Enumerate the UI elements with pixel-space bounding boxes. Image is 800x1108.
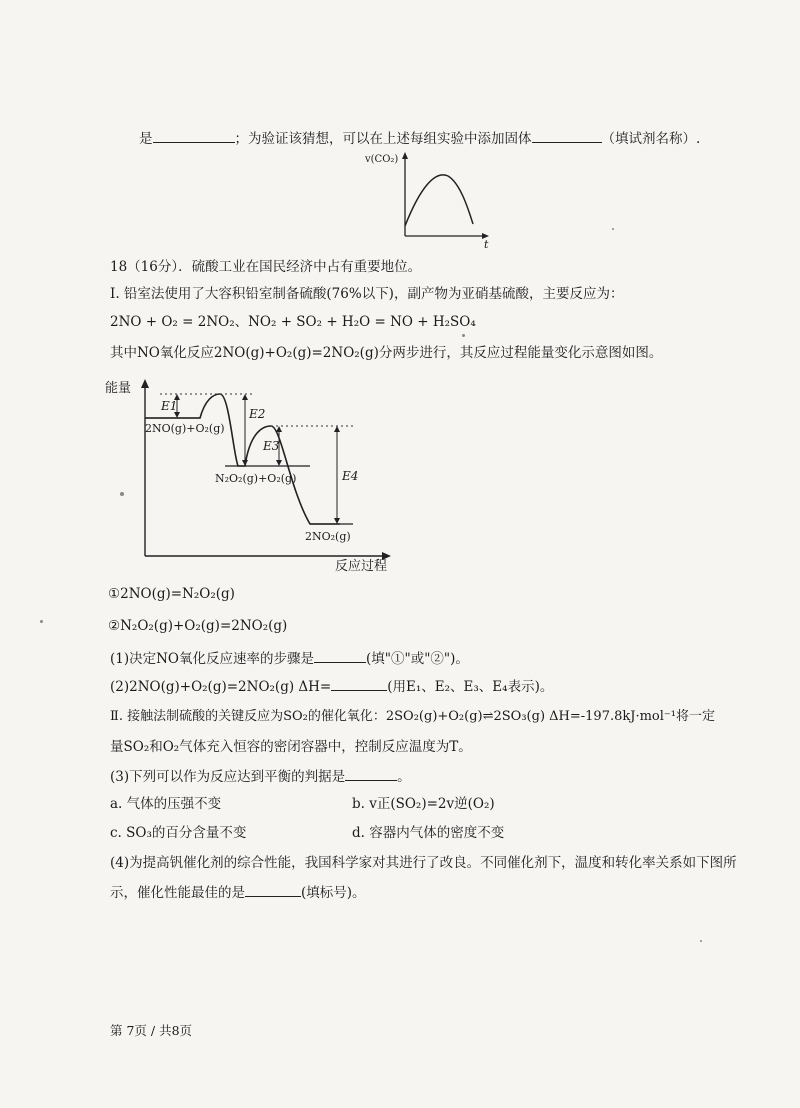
e4-label: E4 xyxy=(342,469,359,483)
e1-label: E1 xyxy=(161,399,178,413)
scan-speck xyxy=(612,228,614,230)
answer-blank[interactable] xyxy=(331,676,387,691)
q17-tail-line: 是 ；为验证该猜想，可以在上述每组实验中添加固体 （填试剂名称）. xyxy=(139,128,700,148)
rate-graph xyxy=(360,148,500,253)
step-2: ②N₂O₂(g)+O₂(g)=2NO₂(g) xyxy=(108,618,288,634)
q18-header: 18（16分）．硫酸工业在国民经济中占有重要地位。 xyxy=(110,259,422,275)
answer-blank[interactable] xyxy=(314,648,366,663)
rate-graph-ylabel: v(CO₂) xyxy=(365,154,399,165)
part2-line-1: Ⅱ. 接触法制硫酸的关键反应为SO₂的催化氧化：2SO₂(g)+O₂(g)⇌2SO₃(g) ΔH=-197.8kJ·mol⁻¹将一定 xyxy=(110,709,715,724)
scan-speck xyxy=(40,620,43,623)
option-a: a. 气体的压强不变 xyxy=(110,796,222,812)
answer-blank[interactable] xyxy=(532,128,602,143)
scan-speck xyxy=(120,492,124,496)
scan-speck xyxy=(700,940,702,942)
question-1: (1)决定NO氧化反应速率的步骤是 (填"①"或"②")。 xyxy=(110,648,469,668)
reactants-label: 2NO(g)+O₂(g) xyxy=(145,422,225,435)
e3-label: E3 xyxy=(263,439,280,453)
oxidation-text: 其中NO氧化反应2NO(g)+O₂(g)=2NO₂(g)分两步进行，其反应过程能量变化示意图如图。 xyxy=(110,345,663,361)
part1-intro: Ⅰ. 铅室法使用了大容积铅室制备硫酸(76%以下)，副产物为亚硝基硫酸，主要反应为： xyxy=(110,286,624,302)
scan-speck xyxy=(462,334,465,337)
option-d: d. 容器内气体的密度不变 xyxy=(352,825,505,841)
rate-graph-xlabel: t xyxy=(484,238,489,251)
reaction-equations: 2NO + O₂ = 2NO₂、NO₂ + SO₂ + H₂O = NO + H₂SO₄ xyxy=(110,314,476,330)
products-label: 2NO₂(g) xyxy=(305,530,351,543)
intermediate-label: N₂O₂(g)+O₂(g) xyxy=(215,472,297,485)
answer-blank[interactable] xyxy=(153,128,235,143)
answer-blank[interactable] xyxy=(345,766,397,781)
question-2: (2)2NO(g)+O₂(g)=2NO₂(g) ΔH= (用E₁、E₂、E₃、E₄表示)。 xyxy=(110,676,553,696)
energy-axis-label: 能量 xyxy=(105,381,132,396)
question-4-line-2: 示，催化性能最佳的是 (填标号)。 xyxy=(110,882,366,902)
answer-blank[interactable] xyxy=(245,882,301,897)
question-3: (3)下列可以作为反应达到平衡的判据是 。 xyxy=(110,766,411,786)
e2-label: E2 xyxy=(249,407,266,421)
question-4-line-1: (4)为提高钒催化剂的综合性能，我国科学家对其进行了改良。不同催化剂下，温度和转化率关系如下图所 xyxy=(110,855,737,871)
reaction-progress-label: 反应过程 xyxy=(335,559,388,574)
option-b: b. v正(SO₂)=2v逆(O₂) xyxy=(352,796,495,812)
energy-diagram xyxy=(105,372,405,574)
option-c: c. SO₃的百分含量不变 xyxy=(110,825,247,841)
part2-line-2: 量SO₂和O₂气体充入恒容的密闭容器中，控制反应温度为T。 xyxy=(110,739,472,755)
page-footer: 第 7页 / 共8页 xyxy=(110,1023,193,1038)
step-1: ①2NO(g)=N₂O₂(g) xyxy=(108,586,235,602)
